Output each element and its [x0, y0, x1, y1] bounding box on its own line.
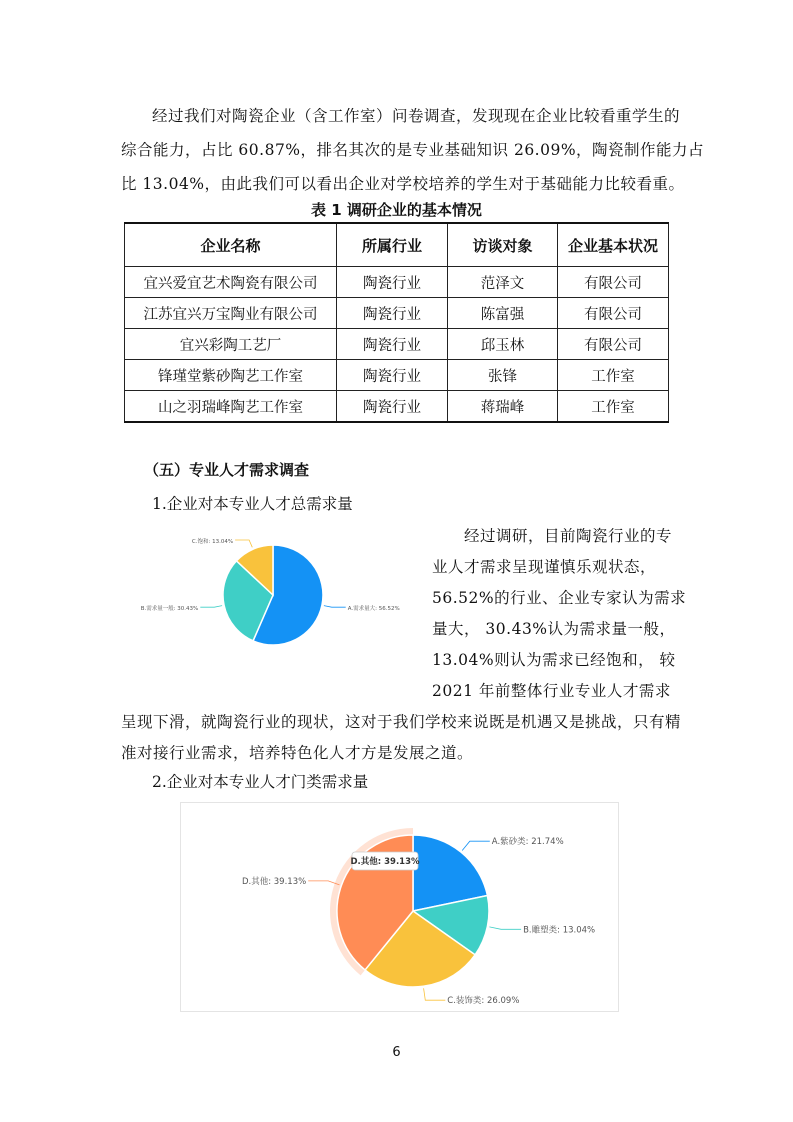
pie-leader-line [462, 841, 490, 850]
para-right-line-2: 业人才需求呈现谨慎乐观状态， [432, 558, 657, 576]
table-row [125, 329, 669, 360]
table-cell: 蒋瑞峰 [448, 391, 558, 423]
category-pie-chart-container [180, 802, 619, 1012]
table-cell: 有限公司 [558, 298, 669, 329]
pie-leader-line [200, 606, 222, 608]
intro-line-2: 综合能力，占比 60.87%，排名其次的是专业基础知识 26.09%，陶瓷制作能力占 [121, 141, 705, 159]
subheading-total-demand: 1.企业对本专业人才总需求量 [152, 495, 353, 513]
table-cell: 陶瓷行业 [337, 391, 448, 423]
category-pie-chart [181, 803, 618, 1011]
para-right-line-6: 2021 年前整体行业专业人才需求 [432, 682, 671, 700]
table-header-cell: 企业名称 [125, 223, 337, 267]
pie-leader-line [424, 988, 446, 1000]
table-cell: 陶瓷行业 [337, 329, 448, 360]
tooltip-text: D.其他: 39.13% [350, 857, 420, 867]
para-right-line-3: 56.52%的行业、企业专家认为需求 [432, 589, 687, 607]
para-right-line-5: 13.04%则认为需求已经饱和， 较 [432, 651, 676, 669]
pie-data-label: A.紫砂类: 21.74% [491, 837, 564, 848]
page-number: 6 [392, 1045, 401, 1060]
table-cell: 陈富强 [448, 298, 558, 329]
table-cell: 宜兴彩陶工艺厂 [125, 329, 337, 360]
table-row [125, 267, 669, 298]
demand-pie-chart [128, 520, 418, 660]
pie-leader-line [324, 606, 346, 608]
pie-leader-line [489, 927, 521, 929]
table-cell: 陶瓷行业 [337, 267, 448, 298]
pie-data-label: C.饱和: 13.04% [191, 539, 234, 545]
table-row [125, 391, 669, 423]
table-cell: 范泽文 [448, 267, 558, 298]
table-cell: 工作室 [558, 391, 669, 423]
chart-tooltip [350, 852, 420, 870]
table-row [125, 360, 669, 391]
table-cell: 陶瓷行业 [337, 360, 448, 391]
pie-data-label: D.其他: 39.13% [241, 876, 307, 887]
table-cell: 锋瑾堂紫砂陶艺工作室 [125, 360, 337, 391]
table-caption: 表 1 调研企业的基本情况 [311, 201, 482, 219]
pie-data-label: A.需求量大: 56.52% [347, 606, 400, 613]
subheading-category-demand: 2.企业对本专业人才门类需求量 [152, 773, 369, 791]
para-full-line-1: 呈现下滑，就陶瓷行业的现状，这对于我们学校来说既是机遇又是挑战，只有精 [121, 713, 682, 731]
demand-pie-chart-container [128, 520, 418, 660]
para-full-line-2: 准对接行业需求，培养特色化人才方是发展之道。 [121, 744, 474, 762]
table-cell: 陶瓷行业 [337, 298, 448, 329]
table-cell: 有限公司 [558, 267, 669, 298]
pie-leader-line [235, 540, 252, 547]
pie-data-label: B.需求量一般: 30.43% [140, 606, 199, 613]
table-cell: 邱玉林 [448, 329, 558, 360]
table-header-row [125, 223, 669, 267]
table-header-cell: 企业基本状况 [558, 223, 669, 267]
table-cell: 张锋 [448, 360, 558, 391]
intro-line-3: 比 13.04%，由此我们可以看出企业对学校培养的学生对于基础能力比较看重。 [121, 175, 685, 193]
pie-data-label: B.雕塑类: 13.04% [523, 925, 596, 936]
table-cell: 有限公司 [558, 329, 669, 360]
table-header-cell: 所属行业 [337, 223, 448, 267]
enterprise-table [124, 222, 669, 423]
table-cell: 山之羽瑞峰陶艺工作室 [125, 391, 337, 423]
para-right-line-1: 经过调研，目前陶瓷行业的专 [464, 527, 673, 545]
para-right-line-4: 量大， 30.43%认为需求量一般， [432, 620, 676, 638]
table-cell: 工作室 [558, 360, 669, 391]
table-header-cell: 访谈对象 [448, 223, 558, 267]
table-cell: 江苏宜兴万宝陶业有限公司 [125, 298, 337, 329]
table-cell: 宜兴爱宜艺术陶瓷有限公司 [125, 267, 337, 298]
pie-data-label: C.装饰类: 26.09% [447, 996, 520, 1007]
table-row [125, 298, 669, 329]
section-heading: （五）专业人才需求调查 [144, 461, 310, 479]
intro-line-1: 经过我们对陶瓷企业（含工作室）问卷调查，发现现在企业比较看重学生的 [152, 107, 681, 125]
